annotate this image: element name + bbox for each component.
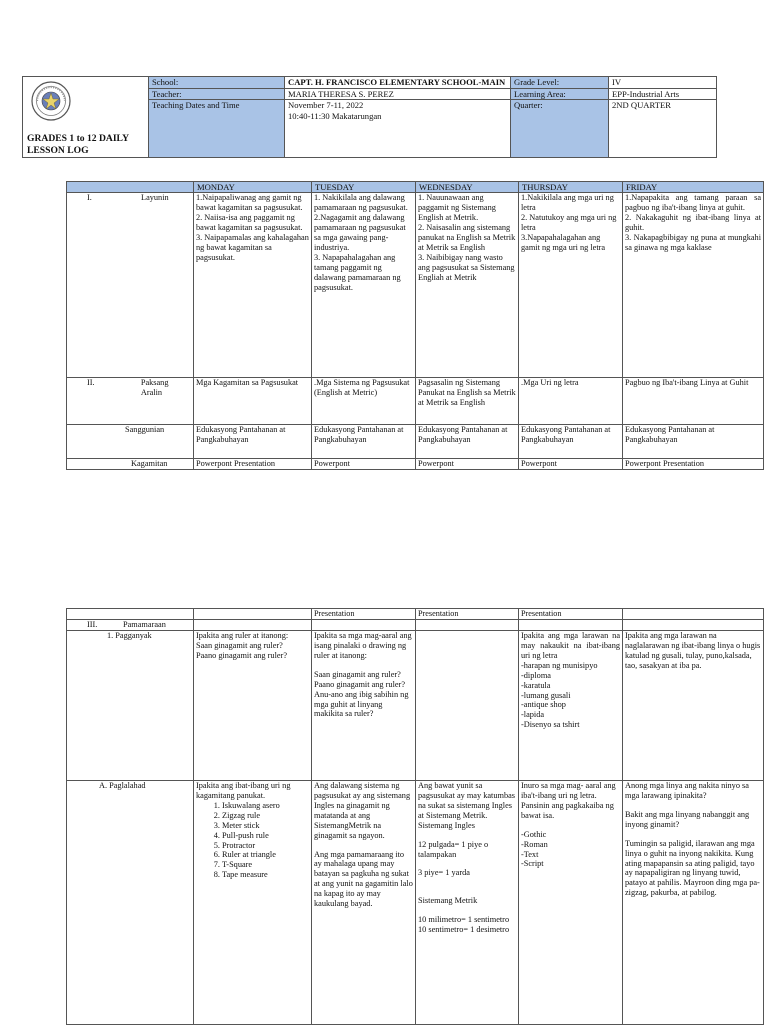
paksa-friday: Pagbuo ng Iba't-ibang Linya at Guhit	[623, 378, 764, 425]
page-title: GRADES 1 to 12 DAILY LESSON LOG	[27, 133, 129, 156]
activity-text: Anu-ano ang ibig sabihin ng mga guhit at linyang makikita sa ruler?	[314, 689, 409, 719]
activity-text: Bakit ang mga linyang nabanggit ang inyong ginamit?	[625, 809, 750, 829]
activity-text: Tumingin sa paligid, ilarawan ang mga linya o guhit na inyong nakikita. Kung ating mapapansin sa ating paligid, tayo ay napapaligiran ng linyang tuwid, patayo at pahilis. Mayroon ding mga pa-zigzag, pakurba, at pabilog.	[625, 838, 760, 898]
list-item: 6. Ruler at triangle	[222, 850, 309, 860]
activity-text: Ipakita ang ruler at itanong:	[196, 630, 289, 640]
quarter-value: 2ND QUARTER	[609, 100, 717, 158]
paglalahad-wednesday	[416, 780, 519, 1024]
activity-text: Ang mga pamamaraang ito ay mahalaga upang may batayan sa pagkuha ng sukat at ang yunit na gagamitin lalo na kapag ito ay may kaukulang bayad.	[314, 849, 413, 909]
layunin-thursday	[519, 193, 623, 378]
paksa-label-cell	[67, 378, 194, 425]
pagganyak-label-cell	[67, 630, 194, 780]
list-item: 7. T-Square	[222, 860, 309, 870]
top-row-cell	[194, 609, 312, 620]
objective-text: 1. Nakikilala ang dalawang pamamaraan ng pagsusukat.	[314, 193, 408, 213]
list-item: 8. Tape measure	[222, 870, 309, 880]
activity-text: Anong mga linya ang nakita ninyo sa mga larawang ipinakita?	[625, 780, 749, 800]
objective-text: 1. Nauunawaan ang paggamit ng Sistemang English at Metrik.	[418, 193, 496, 223]
day-header-thursday: THURSDAY	[519, 182, 623, 193]
section-label: 1. Pagganyak	[107, 630, 152, 640]
top-row-cell	[67, 609, 194, 620]
day-header-friday: FRIDAY	[623, 182, 764, 193]
list-item: 4. Pull-push rule	[222, 831, 309, 841]
list-item: 1. Iskuwalang asero	[222, 801, 309, 811]
layunin-monday	[194, 193, 312, 378]
grade-label: Grade Level:	[511, 77, 609, 89]
empty-cell	[416, 619, 519, 630]
activity-text: Ang dalawang sistema ng pagsusukat ay ang sistemang Ingles na ginagamit ng matatanda at ang SistemangMetrik na ginagamit sa ngayon.	[314, 780, 411, 840]
activity-text: 10 milimetro= 1 sentimetro	[418, 915, 510, 925]
empty-cell	[623, 619, 764, 630]
activity-text: Paano ginagamit ang ruler?	[314, 679, 406, 689]
activity-text: Ang bawat yunit sa pagsusukat ay may katumbas na sukat sa sistemang Ingles at Sistemang Metrik.	[418, 780, 516, 820]
top-row-cell: Presentation	[519, 609, 623, 620]
kagamitan-tuesday: Powerpont	[312, 459, 416, 470]
kagamitan-monday: Powerpont Presentation	[194, 459, 312, 470]
paglalahad-thursday	[519, 780, 623, 1024]
activity-text: Ipakita ang mga larawan na may nakaukit na ibat-ibang uri ng letra	[521, 630, 620, 660]
school-label: School:	[149, 77, 285, 89]
paglalahad-tuesday	[312, 780, 416, 1024]
header-logo-cell	[23, 77, 149, 158]
activity-text: -Text	[521, 849, 539, 859]
paksa-monday: Mga Kagamitan sa Pagsusukat	[194, 378, 312, 425]
day-header-wednesday: WEDNESDAY	[416, 182, 519, 193]
top-row-cell	[623, 609, 764, 620]
kagamitan-label-cell	[67, 459, 194, 470]
layunin-wednesday	[416, 193, 519, 378]
activity-text: -lumang gusali	[521, 690, 571, 700]
objective-text: 3. Napapahalagahan ang tamang paggamit ng dalawang pamamaraan ng pagsusukat.	[314, 253, 401, 292]
activity-text: -Gothic	[521, 829, 547, 839]
paglalahad-monday	[194, 780, 312, 1024]
activity-text: -antique shop	[521, 700, 566, 710]
activity-text: Sistemang Metrik	[418, 896, 478, 906]
pagganyak-thursday	[519, 630, 623, 780]
quarter-label: Quarter:	[511, 100, 609, 158]
section-label: Paksang Aralin	[140, 378, 169, 398]
objective-text: 1.Nakikilala ang mga uri ng letra	[521, 193, 614, 213]
objective-text: 3.Napapahalagahan ang gamit ng mga uri ng letra	[521, 233, 606, 253]
objective-text: 2.Nagagamit ang dalawang pamamaraan ng pagsusukat sa mga gawaing pang-industriya.	[314, 213, 406, 253]
dates-label: Teaching Dates and Time	[149, 100, 285, 158]
objective-text: 1.Naipapaliwanag ang gamit ng bawat kagamitan sa pagsusukat.	[196, 193, 303, 213]
sanggunian-monday: Edukasyong Pantahanan at Pangkabuhayan	[194, 425, 312, 459]
section-label: Layunin	[141, 193, 169, 203]
activity-text: -lapida	[521, 710, 545, 720]
objective-text: 1.Napapakita ang tamang paraan sa pagbuo ng iba't-ibang linya at guhit.	[625, 193, 761, 213]
day-header-monday: MONDAY	[194, 182, 312, 193]
section-label: Pamamaraan	[123, 619, 166, 629]
activity-text: Saan ginagamit ang ruler?	[314, 669, 401, 679]
deped-seal-icon	[31, 81, 71, 121]
sanggunian-label-cell	[67, 425, 194, 459]
paksa-thursday: .Mga Uri ng letra	[519, 378, 623, 425]
objective-text: 2. Naiisa-isa ang paggamit ng bawat kagamitan sa pagsusukat.	[196, 213, 303, 233]
kagamitan-thursday: Powerpont	[519, 459, 623, 470]
top-row-cell: Presentation	[312, 609, 416, 620]
paksa-wednesday: Pagsasalin ng Sistemang Panukat na English sa Metrik at Metrik sa English	[416, 378, 519, 425]
objective-text: 3. Nakapagbibigay ng puna at mungkahi sa ginawa ng mga kaklase	[625, 233, 761, 253]
pagganyak-wednesday	[416, 630, 519, 780]
sanggunian-wednesday: Edukasyong Pantahanan at Pangkabuhayan	[416, 425, 519, 459]
sanggunian-tuesday: Edukasyong Pantahanan at Pangkabuhayan	[312, 425, 416, 459]
layunin-friday	[623, 193, 764, 378]
activity-text: Inuro sa mga mag- aaral ang iba't-ibang uri ng letra. Pansinin ang pagkakaiba ng bawat isa.	[521, 780, 616, 820]
sanggunian-thursday: Edukasyong Pantahanan at Pangkabuhayan	[519, 425, 623, 459]
tool-list	[196, 801, 309, 881]
pagganyak-tuesday	[312, 630, 416, 780]
top-row-cell: Presentation	[416, 609, 519, 620]
pamamaraan-label-cell	[67, 619, 194, 630]
kagamitan-friday: Powerpont Presentation	[623, 459, 764, 470]
learning-area-value: EPP-Industrial Arts	[609, 89, 717, 100]
dates-line: November 7-11, 2022	[288, 100, 364, 111]
activity-text: Ipakita sa mga mag-aaral ang isang pinalaki o drawing ng ruler at itanong:	[314, 630, 412, 660]
section-number: I.	[87, 193, 92, 203]
activity-text: -diploma	[521, 670, 551, 680]
list-item: 5. Protractor	[222, 841, 309, 851]
school-value: CAPT. H. FRANCISCO ELEMENTARY SCHOOL-MAIN	[285, 77, 511, 89]
activity-text: Saan ginagamit ang ruler?	[196, 640, 283, 650]
activity-text: Ipakita ang ibat-ibang uri ng kagamitang panukat.	[196, 780, 291, 800]
day-header-tuesday: TUESDAY	[312, 182, 416, 193]
pagganyak-monday	[194, 630, 312, 780]
teacher-value: MARIA THERESA S. PEREZ	[285, 89, 511, 100]
paglalahad-friday	[623, 780, 764, 1024]
activity-text: Ipakita ang mga larawan na naglalarawan ng ibat-ibang linya o hugis katulad ng gusali, tulay, puno,kalsada, tao, sasakyan at iba pa.	[625, 630, 761, 670]
activity-text: -Disenyo sa tshirt	[521, 720, 580, 730]
kagamitan-wednesday: Powerpont	[416, 459, 519, 470]
layunin-tuesday	[312, 193, 416, 378]
sanggunian-friday: Edukasyong Pantahanan at Pangkabuhayan	[623, 425, 764, 459]
objective-text: 3. Naibibigay nang wasto ang pagsusukat sa Sistemang Engliah at Metrik	[418, 253, 515, 282]
activity-text: 10 sentimetro= 1 desimetro	[418, 925, 510, 935]
objective-text: 3. Naipapamalas ang kahalagahan ng bawat kagamitan sa pagsusukat.	[196, 233, 309, 263]
activity-text: -harapan ng munisipyo	[521, 660, 598, 670]
list-item: 2. Zigzag rule	[222, 811, 309, 821]
section-number: III.	[87, 619, 98, 629]
dates-value	[285, 100, 511, 158]
activity-text: 12 pulgada= 1 piye o talampakan	[418, 839, 489, 859]
activity-text: Sistemang Ingles	[418, 820, 475, 830]
activity-text: -Roman	[521, 839, 548, 849]
activity-text: -Script	[521, 859, 544, 869]
pagganyak-friday	[623, 630, 764, 780]
section-label: A. Paglalahad	[99, 780, 146, 790]
objective-text: 2. Natutukoy ang mga uri ng letra	[521, 213, 617, 233]
activity-text: Paano ginagamit ang ruler?	[196, 650, 288, 660]
time-line: 10:40-11:30 Makatarungan	[288, 110, 382, 121]
paksa-tuesday: .Mga Sistema ng Pagsusukat (English at Metric)	[312, 378, 416, 425]
empty-cell	[194, 619, 312, 630]
header-table	[22, 76, 717, 158]
activity-text: -karatula	[521, 680, 551, 690]
grade-value: IV	[609, 77, 717, 89]
section-number: II.	[87, 378, 95, 388]
corner-cell	[67, 182, 194, 193]
layunin-label-cell	[67, 193, 194, 378]
learning-area-label: Learning Area:	[511, 89, 609, 100]
teacher-label: Teacher:	[149, 89, 285, 100]
empty-cell	[519, 619, 623, 630]
objective-text: 2. Naisasalin ang sistemang panukat na English sa Metrik at Metrik sa English	[418, 223, 516, 253]
lesson-table-1	[66, 181, 764, 470]
list-item: 3. Meter stick	[222, 821, 309, 831]
paglalahad-label-cell	[67, 780, 194, 1024]
section-label: Sanggunian	[125, 425, 165, 435]
lesson-table-2	[66, 608, 764, 1025]
activity-text: 3 piye= 1 yarda	[418, 868, 470, 878]
objective-text: 2. Nakakaguhit ng ibat-ibang linya at guhit.	[625, 213, 761, 233]
section-label: Kagamitan	[131, 459, 168, 469]
empty-cell	[312, 619, 416, 630]
